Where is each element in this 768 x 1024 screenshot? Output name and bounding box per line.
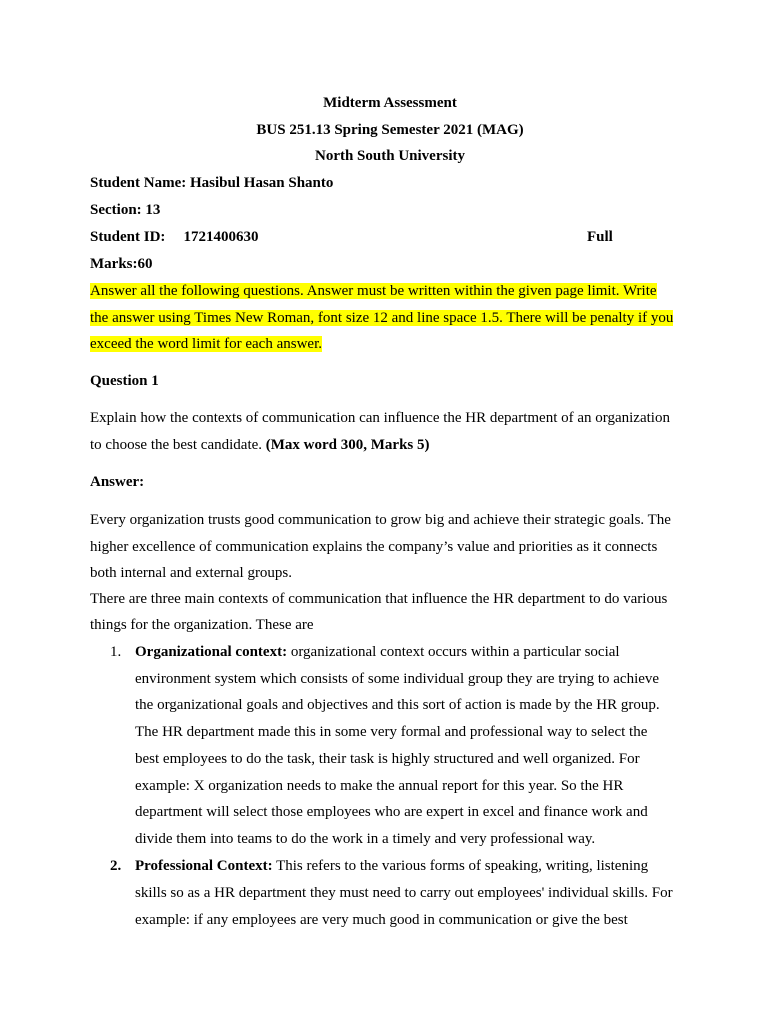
paragraph-line: both internal and external groups. bbox=[90, 565, 293, 581]
marks-line: Marks:60 bbox=[90, 256, 153, 272]
paragraph-line: higher excellence of communication explains the company’s value and priorities as it connects bbox=[90, 539, 658, 555]
student-id-value: 1721400630 bbox=[183, 229, 259, 245]
course-line: BUS 251.13 Spring Semester 2021 (MAG) bbox=[256, 122, 524, 138]
question-text-1: Explain how the contexts of communication can influence the HR department of an organization bbox=[90, 410, 670, 426]
instruction-line-2: the answer using Times New Roman, font size 12 and line space 1.5. There will be penalty if you bbox=[90, 310, 674, 326]
list-number: 1. bbox=[110, 644, 122, 660]
list-item-title: Organizational context: bbox=[135, 644, 288, 660]
paragraph-line: There are three main contexts of communication that influence the HR department to do various bbox=[90, 591, 668, 607]
student-id-line bbox=[90, 227, 690, 247]
document-title: Midterm Assessment bbox=[323, 95, 457, 111]
instruction-line-3: exceed the word limit for each answer. bbox=[90, 336, 322, 352]
section-line: Section: 13 bbox=[90, 202, 161, 218]
list-item-title: Professional Context: bbox=[135, 858, 273, 874]
question-heading: Question 1 bbox=[90, 373, 159, 389]
instruction-line-1: Answer all the following questions. Answer must be written within the given page limit. Write bbox=[90, 283, 657, 299]
student-id-label: Student ID: bbox=[90, 229, 166, 245]
student-name: Student Name: Hasibul Hasan Shanto bbox=[90, 175, 334, 191]
full-label: Full bbox=[587, 229, 613, 245]
paragraph-line: things for the organization. These are bbox=[90, 617, 314, 633]
document-page: Midterm Assessment BUS 251.13 Spring Semester 2021 (MAG) North South University Student Name: Hasibul Hasan Shanto Section: 13 Student ID: 1721400630 Full Marks:60 Answer all the following questions. Answer must be written within the given page limit. Write the answer using Times New Roman, font size 12 and line space 1.5. There will be penalty if you exceed the word limit for each answer. Question 1 Explain how the contexts of communication can influence the HR department of an organization to choose the best candidate. (Max word 300, Marks 5) Answer: Every organization trusts good communication to grow big and achieve their strategic goals. The higher excellence of communication explains the company’s value and priorities as it connects both internal and external groups. There are three main contexts of communication that influence the HR department to do various things for the organization. These are 1. Organizational context: organizational context occurs within a particular social environment system which consists of some individual group they are trying to achieve the organizational goals and objectives and this sort of action is made by the HR group. The HR department made this in some very formal and professional way to select the best employees to do the task, their task is highly structured and well organized. For example: X organization needs to make the annual report for this year. So the HR department will select those employees who are expert in excel and finance work and divide them into teams to do the work in a timely and very professional way. 2. Professional Context: This refers to the various forms of speaking, writing, listening skills so as a HR department they must need to carry out employees' individual skills. For example: if any employees are very much good in communication or give the best bbox=[90, 0, 690, 1024]
university-line: North South University bbox=[314, 148, 465, 164]
answer-heading: Answer: bbox=[90, 474, 145, 490]
question-text-2: to choose the best candidate. (Max word 300, Marks 5) bbox=[90, 437, 430, 453]
list-number: 2. bbox=[110, 858, 122, 874]
paragraph-line: Every organization trusts good communication to grow big and achieve their strategic goals. The bbox=[90, 512, 671, 528]
